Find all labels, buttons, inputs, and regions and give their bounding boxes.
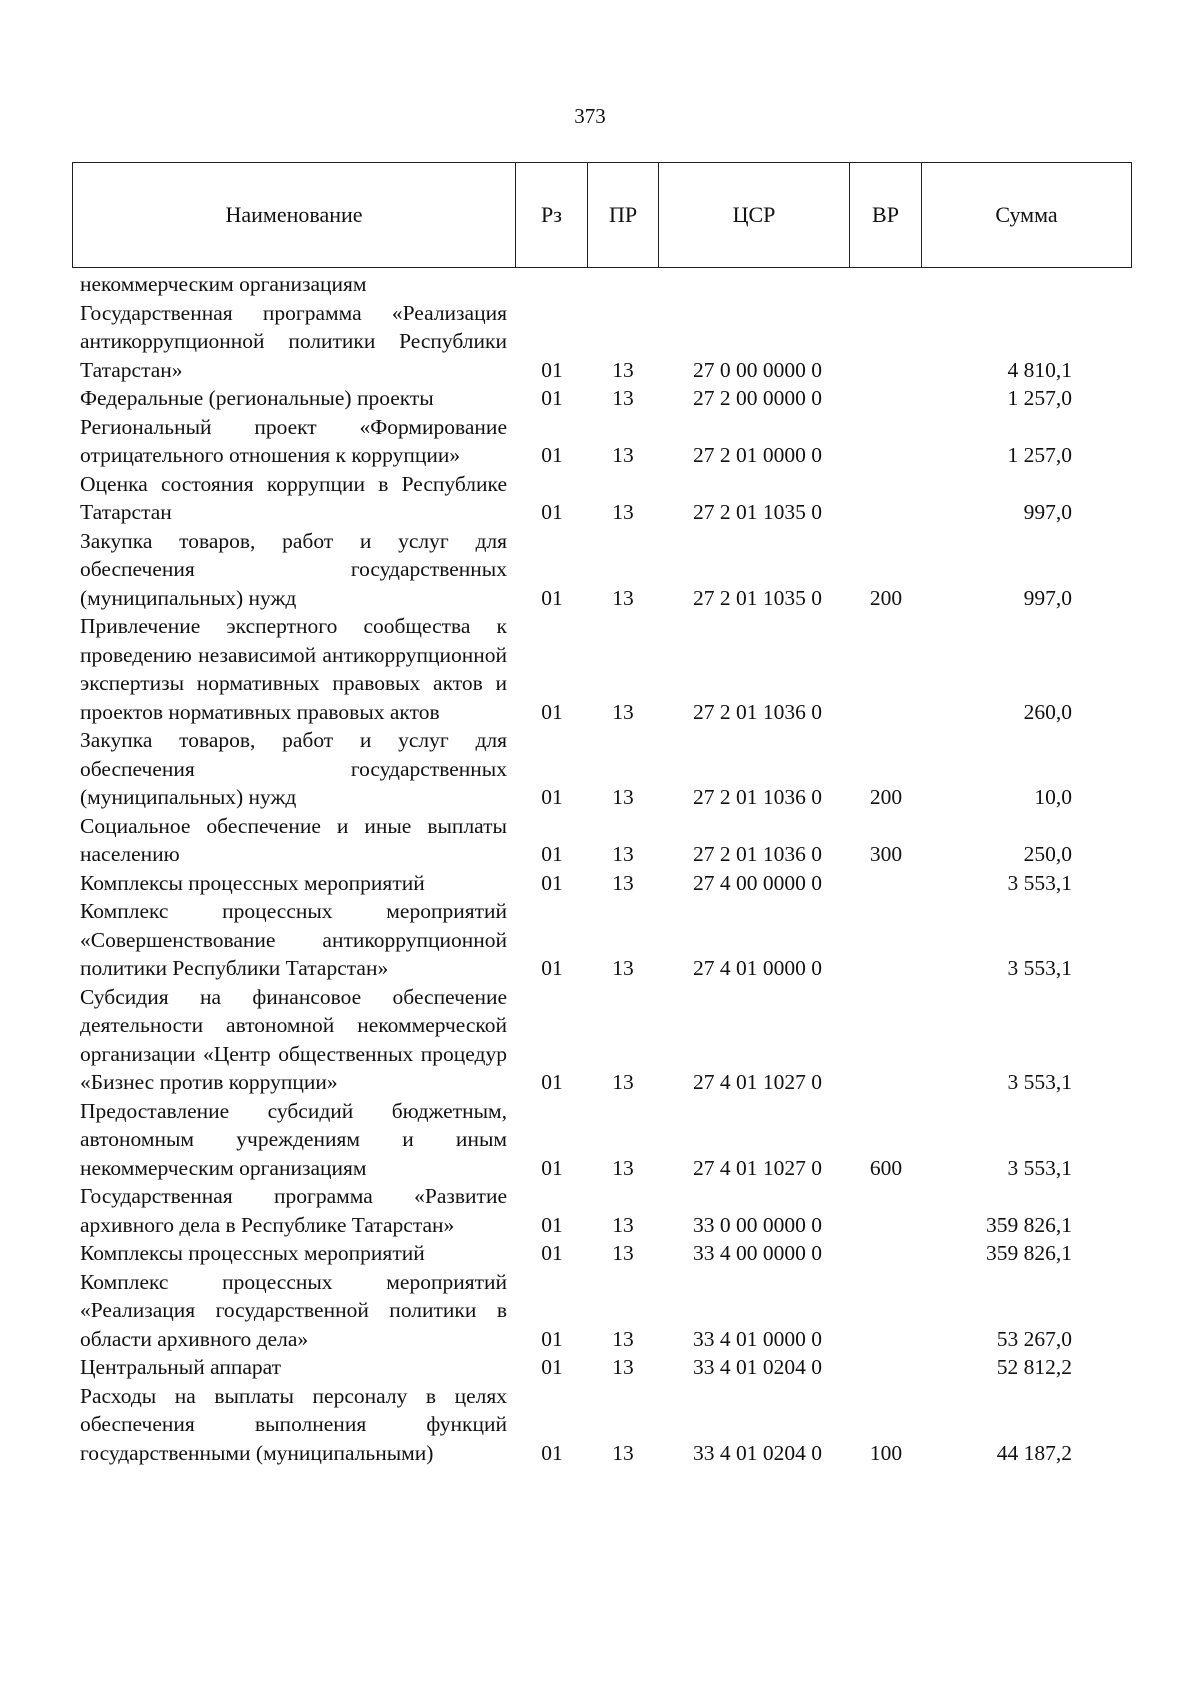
header-pr: ПР — [588, 163, 659, 267]
row-name: Комплекс процессных мероприятий «Совершенствование антикоррупционной политики Республики Татарстан» — [80, 899, 507, 980]
row-pr: 13 — [612, 1241, 634, 1265]
header-name: Наименование — [73, 163, 516, 267]
table-row — [80, 897, 1140, 983]
row-rz: 01 — [541, 956, 563, 980]
table-row — [80, 612, 1140, 726]
table-body — [80, 270, 1140, 1467]
row-rz: 01 — [541, 1212, 563, 1237]
row-pr: 13 — [612, 1155, 634, 1180]
row-name: Социальное обеспечение и иные выплаты населению — [80, 813, 507, 866]
header-csr: ЦСР — [659, 163, 850, 267]
row-name: Комплекс процессных мероприятий «Реализация государственной политики в области архивного дела» — [80, 1269, 507, 1351]
table-row — [80, 726, 1140, 812]
table-header — [72, 162, 1132, 268]
row-name: Предоставление субсидий бюджетным, автономным учреждениям и иным некоммерческим организациям — [80, 1098, 507, 1180]
row-pr: 13 — [612, 443, 634, 467]
row-vr: 200 — [869, 785, 903, 809]
page-number: 373 — [574, 104, 606, 128]
row-name: Государственная программа «Развитие архивного дела в Республике Татарстан» — [80, 1184, 507, 1237]
row-csr: 27 0 00 0000 0 — [693, 357, 822, 382]
table-row — [80, 270, 1140, 299]
row-csr: 33 4 01 0000 0 — [693, 1326, 822, 1351]
table-row — [80, 983, 1140, 1097]
row-name: Закупка товаров, работ и услуг для обеспечения государственных (муниципальных) нужд — [80, 728, 507, 809]
row-csr: 27 2 01 1036 0 — [693, 785, 822, 809]
row-sum: 1 257,0 — [1007, 386, 1072, 410]
header-rz: Рз — [516, 163, 588, 267]
table-row — [80, 1382, 1140, 1468]
row-csr: 33 0 00 0000 0 — [693, 1212, 822, 1237]
row-sum: 53 267,0 — [996, 1326, 1072, 1351]
row-csr: 27 4 01 0000 0 — [693, 956, 822, 980]
header-sum: Сумма — [995, 202, 1058, 227]
row-pr: 13 — [612, 1326, 634, 1351]
table-row — [80, 413, 1140, 470]
row-name: Оценка состояния коррупции в Республике Татарстан — [80, 471, 507, 524]
row-csr: 27 4 01 1027 0 — [693, 1070, 822, 1094]
row-sum: 359 826,1 — [986, 1212, 1072, 1237]
row-sum: 3 553,1 — [1007, 1155, 1072, 1180]
table-row — [80, 470, 1140, 527]
row-csr: 33 4 01 0204 0 — [693, 1440, 822, 1465]
table-row — [80, 1268, 1140, 1354]
row-csr: 33 4 00 0000 0 — [693, 1241, 822, 1265]
row-rz: 01 — [541, 1355, 563, 1379]
row-pr: 13 — [612, 386, 634, 410]
row-rz: 01 — [541, 1070, 563, 1094]
row-csr: 27 2 00 0000 0 — [693, 386, 822, 410]
row-pr: 13 — [612, 1440, 634, 1465]
row-pr: 13 — [612, 585, 634, 610]
row-rz: 01 — [541, 1440, 563, 1465]
row-vr: 100 — [869, 1440, 903, 1465]
row-pr: 13 — [612, 1212, 634, 1237]
table-row — [80, 869, 1140, 898]
row-name: Региональный проект «Формирование отрицательного отношения к коррупции» — [80, 414, 507, 467]
row-csr: 27 2 01 1036 0 — [693, 699, 822, 724]
row-rz: 01 — [541, 1155, 563, 1180]
row-rz: 01 — [541, 585, 563, 610]
row-name: некоммерческим организациям — [80, 272, 367, 296]
row-sum: 260,0 — [1023, 699, 1072, 724]
row-pr: 13 — [612, 956, 634, 980]
row-name: Центральный аппарат — [80, 1355, 282, 1379]
row-rz: 01 — [541, 1241, 563, 1265]
table-row — [80, 1182, 1140, 1239]
row-pr: 13 — [612, 1355, 634, 1379]
row-csr: 27 2 01 1036 0 — [693, 842, 822, 866]
row-pr: 13 — [612, 785, 634, 809]
table-row — [80, 1239, 1140, 1268]
row-sum: 359 826,1 — [986, 1241, 1072, 1265]
row-sum: 250,0 — [1023, 842, 1072, 866]
row-sum: 44 187,2 — [996, 1440, 1072, 1465]
table-row — [80, 1353, 1140, 1382]
row-rz: 01 — [541, 500, 563, 524]
table-row — [80, 812, 1140, 869]
row-rz: 01 — [541, 842, 563, 866]
row-sum: 997,0 — [1023, 500, 1072, 524]
row-sum: 997,0 — [1023, 585, 1072, 610]
row-csr: 33 4 01 0204 0 — [693, 1355, 822, 1379]
row-pr: 13 — [612, 357, 634, 382]
row-name: Государственная программа «Реализация антикоррупционной политики Республики Татарстан» — [80, 300, 507, 382]
row-pr: 13 — [612, 500, 634, 524]
row-vr: 200 — [869, 585, 903, 610]
row-rz: 01 — [541, 699, 563, 724]
row-rz: 01 — [541, 443, 563, 467]
table-row — [80, 384, 1140, 413]
row-sum: 4 810,1 — [1007, 357, 1072, 382]
row-rz: 01 — [541, 1326, 563, 1351]
row-name: Комплексы процессных мероприятий — [80, 870, 425, 895]
row-vr: 600 — [869, 1155, 903, 1180]
table-row — [80, 527, 1140, 613]
row-name: Закупка товаров, работ и услуг для обеспечения государственных (муниципальных) нужд — [80, 528, 507, 610]
row-csr: 27 2 01 1035 0 — [693, 585, 822, 610]
row-csr: 27 4 00 0000 0 — [693, 870, 822, 895]
row-rz: 01 — [541, 357, 563, 382]
header-vr: ВР — [850, 163, 922, 267]
row-sum: 3 553,1 — [1007, 870, 1072, 895]
row-rz: 01 — [541, 386, 563, 410]
row-vr: 300 — [869, 842, 903, 866]
row-sum: 10,0 — [1034, 785, 1072, 809]
row-name: Комплексы процессных мероприятий — [80, 1241, 425, 1265]
row-name: Расходы на выплаты персоналу в целях обеспечения выполнения функций государственными (муниципальными) — [80, 1383, 507, 1465]
row-pr: 13 — [612, 870, 634, 895]
table-row — [80, 299, 1140, 385]
table-row — [80, 1097, 1140, 1183]
row-csr: 27 2 01 0000 0 — [693, 443, 822, 467]
row-csr: 27 4 01 1027 0 — [693, 1155, 822, 1180]
row-sum: 3 553,1 — [1007, 956, 1072, 980]
row-sum: 52 812,2 — [996, 1355, 1072, 1379]
row-pr: 13 — [612, 699, 634, 724]
row-name: Субсидия на финансовое обеспечение деятельности автономной некоммерческой организации «Центр общественных процедур «Бизнес против коррупции» — [80, 984, 507, 1094]
row-csr: 27 2 01 1035 0 — [693, 500, 822, 524]
row-pr: 13 — [612, 842, 634, 866]
row-rz: 01 — [541, 870, 563, 895]
row-rz: 01 — [541, 785, 563, 809]
row-sum: 3 553,1 — [1007, 1070, 1072, 1094]
row-name: Привлечение экспертного сообщества к проведению независимой антикоррупционной экспертизы нормативных правовых актов и проектов нормативных правовых актов — [80, 614, 507, 724]
row-name: Федеральные (региональные) проекты — [80, 386, 434, 410]
row-pr: 13 — [612, 1070, 634, 1094]
row-sum: 1 257,0 — [1007, 443, 1072, 467]
